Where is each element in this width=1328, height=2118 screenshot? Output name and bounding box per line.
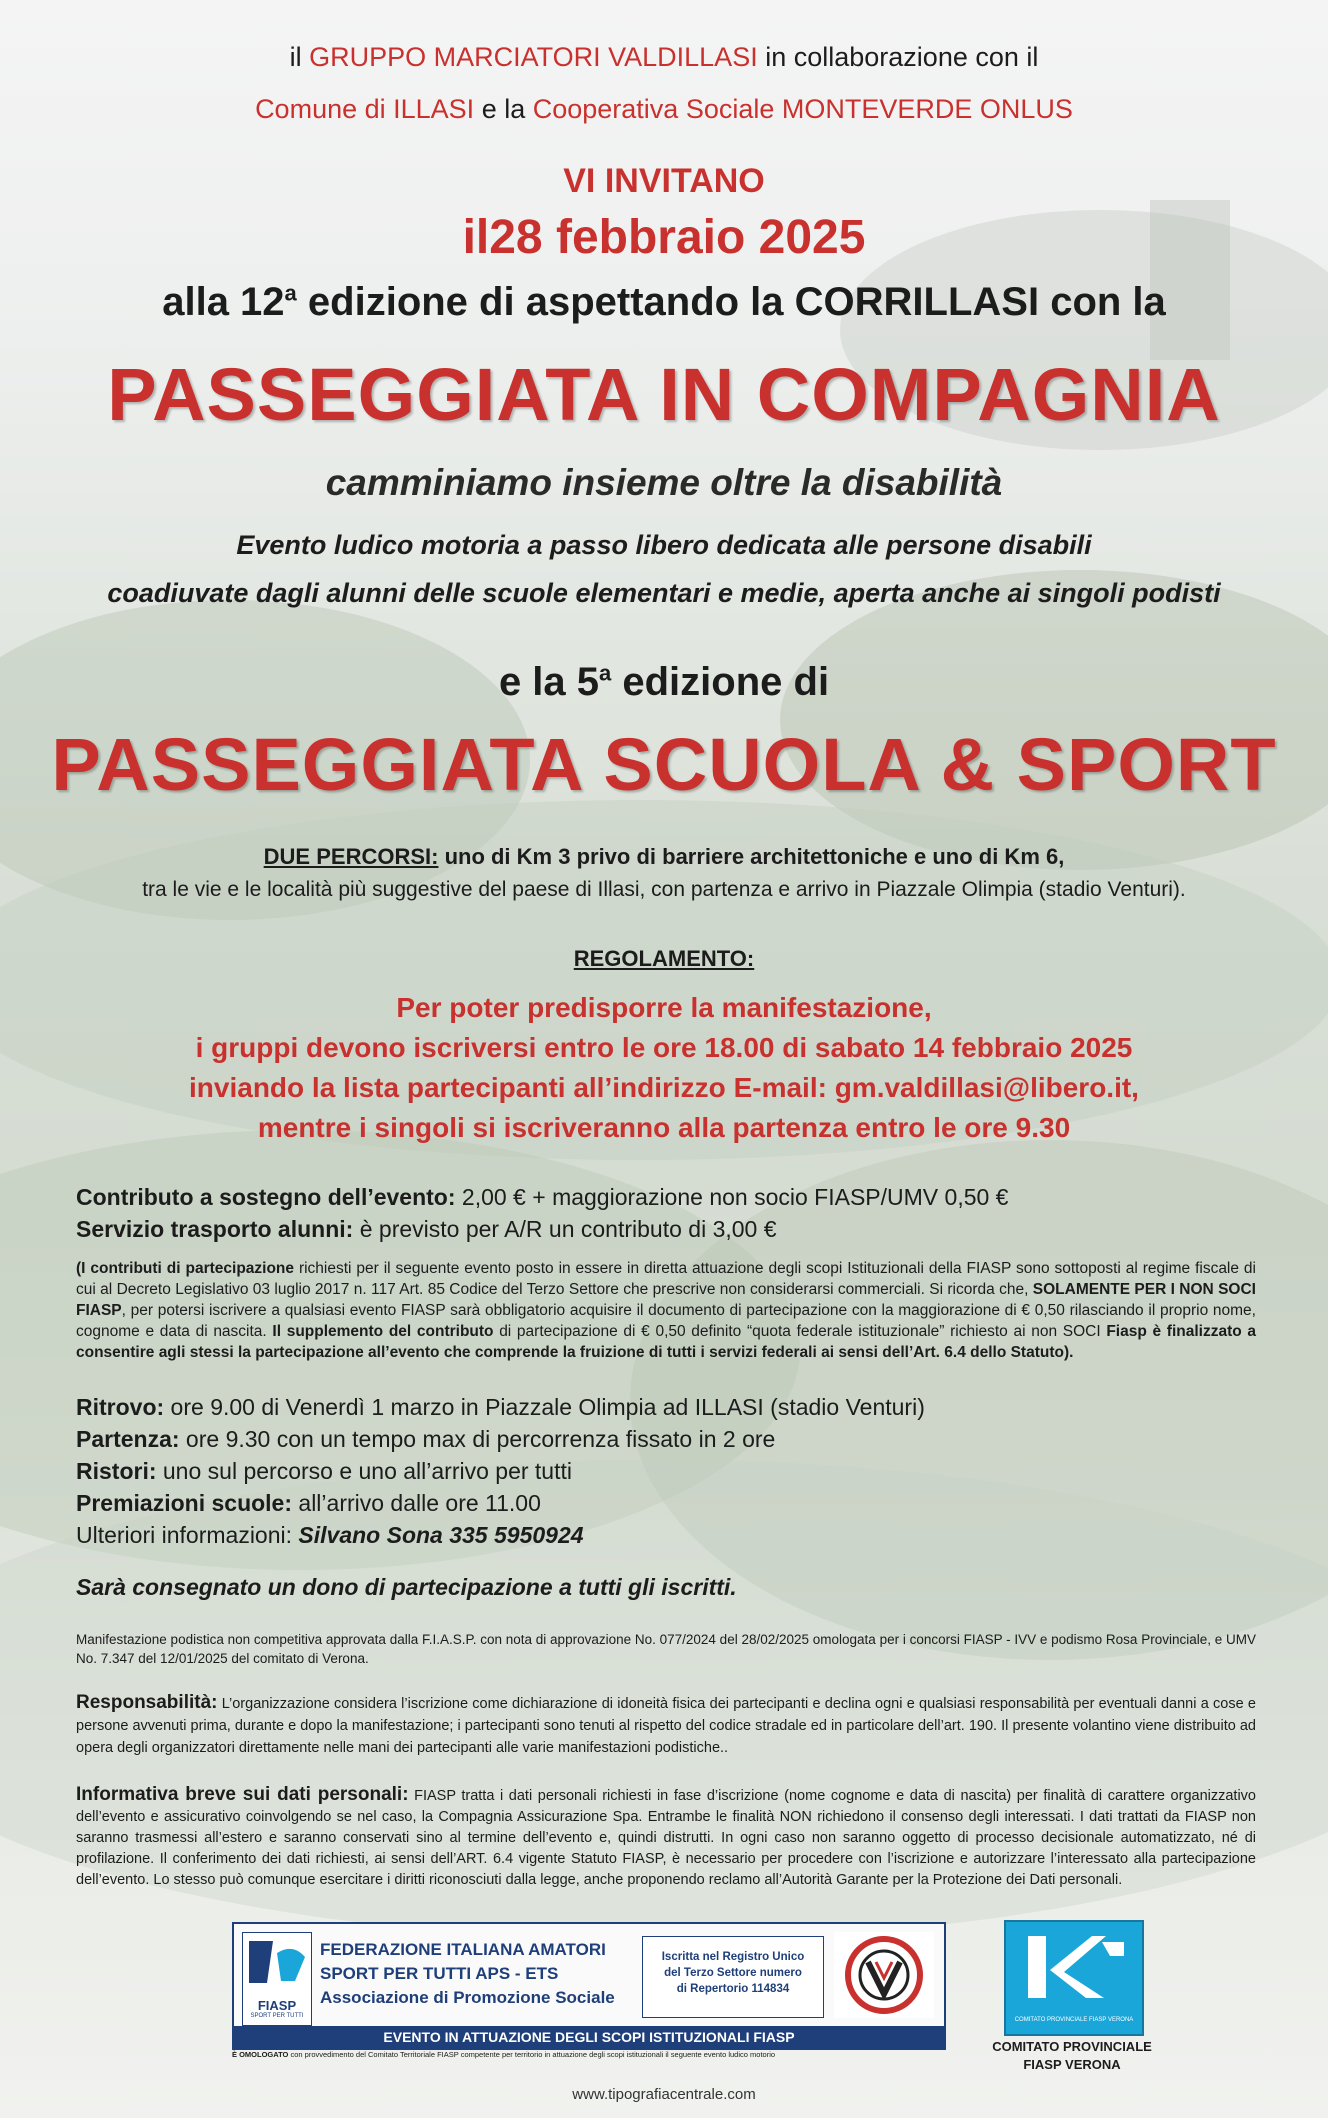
info-ristori-value: uno sul percorso e uno all’arrivo per tutti [156, 1458, 572, 1484]
fiscal-text-2: , per potersi iscrivere a qualsiasi evento FIASP sarà obbligatorio acquisire il documento di partecipazione con la maggiorazione di € 0,50 rilasciando il proprio nome, cognome e data di nascita. [76, 1302, 1256, 1340]
event1-desc-1: Evento ludico motoria a passo libero dedicata alle persone disabili [236, 530, 1092, 560]
fiscal-text-1: richiesti per il seguente evento posto in essere in diretta attuazione degli scopi Istituzionali della FIASP sono sottoposti al regime fiscale di cui al Decreto Legislativo 03 luglio 2017 n. 117 Art. 85 Codice del Terzo Settore che prescrive non considerarsi commerciali. Si ricorda che, [76, 1260, 1256, 1298]
fiasp-logo-text: FIASP [257, 1998, 297, 2013]
institutional-banner: EVENTO IN ATTUAZIONE DEGLI SCOPI ISTITUZIONALI FIASP [234, 2026, 944, 2048]
responsibility-note [76, 1692, 1256, 1759]
info-ulteriori-label: Ulteriori informazioni: [76, 1522, 299, 1548]
privacy-text: FIASP tratta i dati personali richiesti in fase d’iscrizione (nome cognome e data di nascita) per finalità di carattere organizzativo dell’evento e assicurativo coinvolgendo se nel caso, la Compagnia Assicurazione Spa. Entrambe le finalità NON richiedono il consenso degli interessati. I dati trattati da FIASP non saranno trasmessi all’estero e saranno conservati sino al termine dell’evento e, quindi distrutti. In ogni caso non saranno oggetto di processo decisionale automatizzato, né di profilazione. Il conferimento dei dati richiesti, ai sensi dell’ART. 6.4 vigente Statuto FIASP, è necessario per procedere con l’iscrizione e autorizzare l’interessato alla partecipazione dell’evento. Lo stesso può comunque esercitare i diritti riconosciuti dalla legge, anche proponendo reclamo all’Autorità Garante per la Protezione dei Dati personali. [76, 1788, 1256, 1888]
homologation-text: con provvedimento del Comitato Territoriale FIASP competente per territorio in attuazione degli scopi istituzionali il seguente evento ludico motorio [288, 2050, 776, 2059]
fiscal-bold-3: Il supplemento del contributo [272, 1323, 494, 1340]
fiasp-name-3: Associazione di Promozione Sociale [320, 1988, 615, 2007]
edition-pre: alla 12 [162, 280, 285, 324]
edition2-line [0, 660, 1328, 705]
info-premiazioni-label: Premiazioni scuole: [76, 1490, 293, 1516]
edition2-pre: e la 5 [498, 660, 600, 704]
rules-title: REGOLAMENTO: [573, 946, 755, 971]
fiasp-name [320, 1938, 615, 2010]
homologation-note [232, 2050, 952, 2059]
routes-line-1 [0, 844, 1328, 870]
event1-title: PASSEGGIATA IN COMPAGNIA [107, 353, 1221, 436]
info-ritrovo-value: ore 9.00 di Venerdì 1 marzo in Piazzale Olimpia ad ILLASI (stadio Venturi) [164, 1394, 925, 1420]
info-contact: Silvano Sona 335 5950924 [298, 1522, 584, 1548]
registry-l1: Iscritta nel Registro Unico [661, 1951, 805, 1963]
info-ritrovo [76, 1394, 925, 1421]
fiscal-bold-1: (I contributi di partecipazione [76, 1260, 295, 1277]
fiasp-logo-icon [243, 1933, 311, 1993]
partner-comune: Comune di ILLASI [255, 94, 475, 124]
routes-line-2: tra le vie e le località più suggestive del paese di Illasi, con partenza e arrivo in Piazzale Olimpia (stadio Venturi). [142, 878, 1186, 901]
fiasp-name-2: SPORT PER TUTTI APS - ETS [320, 1964, 559, 1983]
edition2-sup: a [599, 660, 612, 686]
event1-desc-2: coadiuvate dagli alunni delle scuole elementari e medie, aperta anche ai singoli podisti [107, 578, 1221, 608]
edition-line [0, 280, 1328, 325]
edition-post: edizione di aspettando la CORRILLASI con la [296, 280, 1166, 324]
printer-website[interactable]: www.tipografiacentrale.com [572, 2086, 756, 2103]
routes-text-1: uno di Km 3 privo di barriere architettoniche e uno di Km 6, [438, 844, 1065, 869]
vi-invitano: VI INVITANO [563, 162, 765, 200]
fiscal-text-3: di partecipazione di € 0,50 definito “quota federale istituzionale” richiesto ai non SOCI [493, 1323, 1107, 1340]
ivv-logo [834, 1932, 934, 2018]
committee-logo-text: COMITATO PROVINCIALE FIASP VERONA [1014, 2017, 1134, 2023]
info-partenza-value: ore 9.30 con un tempo max di percorrenza fissato in 2 ore [179, 1426, 776, 1452]
fiscal-bold-2: SOLAMENTE PER I NON SOCI FIASP [76, 1281, 1256, 1319]
organizer-pre: il [289, 42, 310, 72]
fee-contribution [76, 1184, 1008, 1211]
fee-transport-value: è previsto per A/R un contributo di 3,00 € [353, 1216, 777, 1242]
fee-transport [76, 1216, 777, 1243]
committee-l1: COMITATO PROVINCIALE [992, 2039, 1152, 2054]
privacy-label: Informativa breve sui dati personali: [76, 1784, 409, 1805]
gift-note: Sarà consegnato un dono di partecipazione a tutti gli iscritti. [76, 1574, 737, 1600]
info-ritrovo-label: Ritrovo: [76, 1394, 165, 1420]
responsibility-text: L’organizzazione considera l’iscrizione come dichiarazione di idoneità fisica dei partecipanti e declina ogni e qualsiasi responsabilità per eventuali danni a cose e persone avvenuti prima, durante e dopo la manifestazione; i partecipanti sono tenuti al rispetto del codice stradale ed in particolare dell’art. 190. Il presente volantino viene distribuito ad opera degli organizzatori direttamente nelle mani dei partecipanti alle varie manifestazioni podistiche.. [76, 1696, 1256, 1756]
edition2-post: edizione di [611, 660, 830, 704]
event-date: il28 febbraio 2025 [462, 211, 866, 264]
event1-subtitle: camminiamo insieme oltre la disabilità [325, 462, 1003, 503]
fiasp-name-1: FEDERAZIONE ITALIANA AMATORI [320, 1940, 606, 1959]
organizer-post: in collaborazione con il [757, 42, 1039, 72]
fiasp-footer-box [232, 1922, 946, 2050]
rules-line-3: inviando la lista partecipanti all’indirizzo E-mail: gm.valdillasi@libero.it, [189, 1072, 1139, 1103]
ivv-logo-icon [834, 1932, 934, 2018]
organizer-name: GRUPPO MARCIATORI VALDILLASI [309, 42, 758, 72]
info-ulteriori [76, 1522, 584, 1549]
fiasp-logo [242, 1932, 312, 2026]
committee-name [980, 2038, 1164, 2074]
partners-line [0, 94, 1328, 125]
partner-joiner: e la [474, 94, 533, 124]
rules-line-2: i gruppi devono iscriversi entro le ore 18.00 di sabato 14 febbraio 2025 [195, 1032, 1133, 1063]
fee-contribution-value: 2,00 € + maggiorazione non socio FIASP/UMV 0,50 € [455, 1184, 1009, 1210]
registry-box [642, 1936, 824, 2018]
registry-l3: di Repertorio 114834 [676, 1983, 790, 1995]
info-partenza [76, 1426, 775, 1453]
rules-line-1: Per poter predisporre la manifestazione, [396, 992, 932, 1023]
homologation-bold: È OMOLOGATO [232, 2050, 289, 2059]
rules-line-4: mentre i singoli si iscriveranno alla partenza entro le ore 9.30 [257, 1112, 1071, 1143]
responsibility-label: Responsabilità: [76, 1692, 218, 1713]
privacy-note [76, 1784, 1256, 1891]
info-premiazioni-value: all’arrivo dalle ore 11.00 [292, 1490, 541, 1516]
registry-l2: del Terzo Settore numero [664, 1967, 802, 1979]
committee-l2: FIASP VERONA [1023, 2057, 1121, 2072]
edition-sup: a [284, 280, 297, 306]
fiasp-logo-sub: SPORT PER TUTTI [250, 2013, 304, 2019]
routes-label: DUE PERCORSI: [263, 844, 439, 869]
organizer-line [0, 42, 1328, 73]
committee-logo [1004, 1920, 1144, 2036]
info-partenza-label: Partenza: [76, 1426, 180, 1452]
info-ristori [76, 1458, 572, 1485]
fee-transport-label: Servizio trasporto alunni: [76, 1216, 354, 1242]
approval-note: Manifestazione podistica non competitiva approvata dalla F.I.A.S.P. con nota di approvazione No. 077/2024 del 28/02/2025 omologata per i concorsi FIASP - IVV e podismo Rosa Provinciale, e UMV No. 7.347 del 12/01/2025 del comitato di Verona. [76, 1632, 1256, 1666]
committee-logo-icon [1006, 1922, 1142, 2012]
fee-contribution-label: Contributo a sostegno dell’evento: [76, 1184, 456, 1210]
fiscal-bold-4: Fiasp è finalizzato a consentire agli stessi la partecipazione all’evento che comprende la fruizione di tutti i servizi federali ai sensi dell’Art. 6.4 dello Statuto). [76, 1323, 1256, 1361]
partner-cooperativa: Cooperativa Sociale MONTEVERDE ONLUS [532, 94, 1073, 124]
event2-title: PASSEGGIATA SCUOLA & SPORT [51, 723, 1277, 806]
info-premiazioni [76, 1490, 541, 1517]
info-ristori-label: Ristori: [76, 1458, 157, 1484]
fiscal-note [76, 1258, 1256, 1363]
